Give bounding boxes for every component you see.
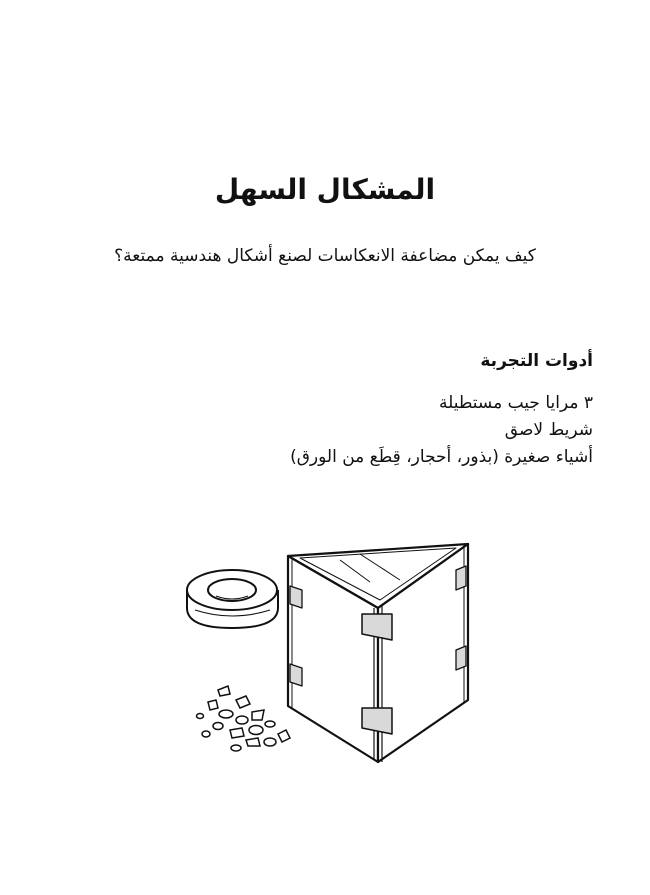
tape-roll-icon — [187, 570, 278, 628]
page-title: المشكال السهل — [214, 173, 436, 206]
materials-heading: أدوات التجربة — [480, 351, 593, 371]
list-item: ٣ مرايا جيب مستطيلة — [438, 393, 593, 413]
list-item: شريط لاصق — [504, 420, 593, 440]
question-text: كيف يمكن مضاعفة الانعكاسات لصنع أشكال هندسية ممتعة؟ — [114, 246, 536, 266]
kaleidoscope-illustration — [160, 530, 500, 800]
materials-section — [193, 348, 593, 471]
small-objects-pile-icon — [197, 686, 291, 751]
triangular-mirror-prism-icon — [288, 544, 468, 762]
materials-list — [193, 390, 593, 471]
list-item: أشياء صغيرة (بذور، أحجار، قِطَع من الورق) — [290, 447, 593, 467]
